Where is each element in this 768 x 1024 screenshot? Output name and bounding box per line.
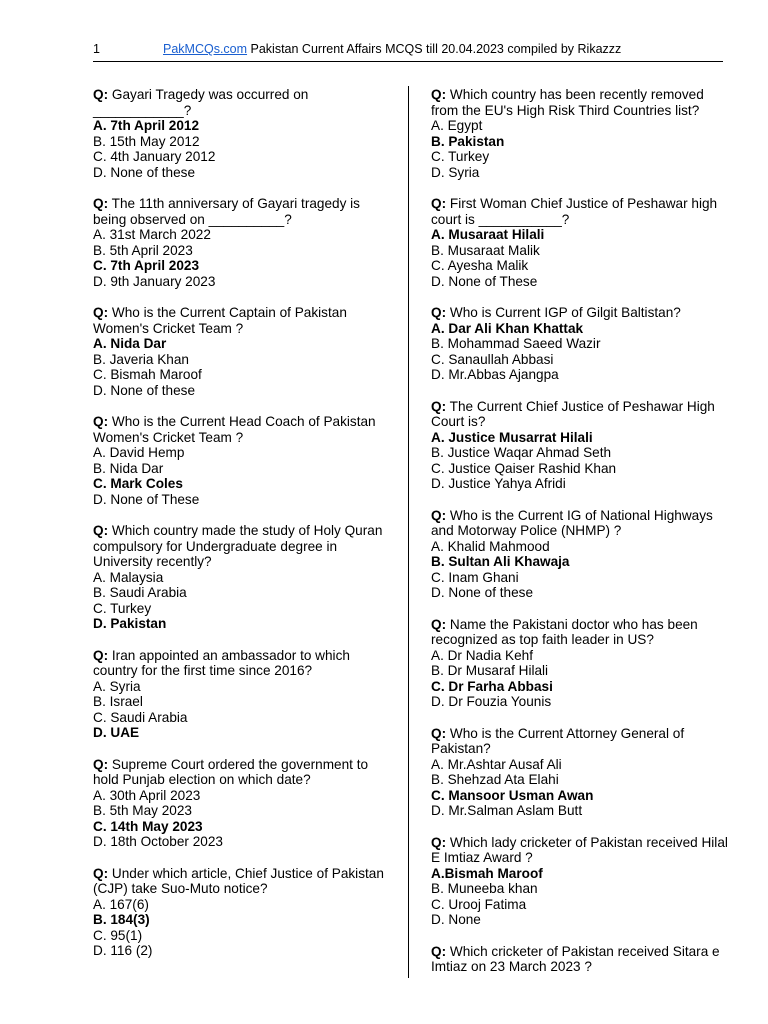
option: A. 31st March 2022 xyxy=(93,227,211,242)
correct-option: C. 14th May 2023 xyxy=(93,818,203,834)
question-block xyxy=(93,305,393,398)
question-block xyxy=(431,399,731,492)
option: B. Muneeba khan xyxy=(431,881,538,896)
question-body: Who is the Current IG of National Highways and Motorway Police (NHMP) ? xyxy=(431,507,713,538)
question-label: Q: xyxy=(431,834,447,850)
question-text xyxy=(93,523,393,570)
option: D. None xyxy=(431,912,481,927)
question-label: Q: xyxy=(93,865,109,881)
correct-option: A. 7th April 2012 xyxy=(93,118,200,133)
page-number: 1 xyxy=(93,42,100,56)
option: B. Justice Waqar Ahmad Seth xyxy=(431,445,612,460)
question-block xyxy=(431,196,731,289)
correct-option: A. Musaraat Hilali xyxy=(431,227,545,242)
question-text xyxy=(431,87,731,118)
option: D. Syria xyxy=(431,164,480,180)
question-block xyxy=(431,87,731,180)
question-text xyxy=(431,944,731,975)
question-body: Who is the Current Attorney General of Pakistan? xyxy=(431,725,685,756)
option: D. Dr Fouzia Younis xyxy=(431,694,552,709)
question-block xyxy=(431,617,731,710)
question-body: Under which article, Chief Justice of Pakistan (CJP) take Suo-Muto notice? xyxy=(93,865,384,896)
question-text xyxy=(93,866,393,897)
option: B. Musaraat Malik xyxy=(431,242,540,258)
question-body: Which cricketer of Pakistan received Sitara e Imtiaz on 23 March 2023 ? xyxy=(431,943,720,974)
option: A. 167(6) xyxy=(93,896,149,912)
site-link[interactable]: PakMCQs.com xyxy=(163,42,248,56)
option: B. Mohammad Saeed Wazir xyxy=(431,336,601,351)
question-text xyxy=(431,835,731,866)
option: D. 116 (2) xyxy=(93,943,153,958)
correct-option: B. Sultan Ali Khawaja xyxy=(431,554,570,569)
option: B. Nida Dar xyxy=(93,460,164,476)
correct-option: B. Pakistan xyxy=(431,133,505,149)
option: D. 18th October 2023 xyxy=(93,834,223,849)
option: D. None of these xyxy=(93,382,196,398)
header-title xyxy=(163,42,621,56)
question-text xyxy=(431,726,731,757)
option: D. Mr.Abbas Ajangpa xyxy=(431,367,559,382)
question-label: Q: xyxy=(93,196,109,211)
question-text xyxy=(93,87,393,118)
option: D. Mr.Salman Aslam Butt xyxy=(431,803,583,818)
question-label: Q: xyxy=(93,87,109,102)
question-text xyxy=(93,196,393,227)
option: B. Israel xyxy=(93,694,143,709)
question-label: Q: xyxy=(431,87,447,102)
column-divider xyxy=(408,86,409,978)
option: C. Saudi Arabia xyxy=(93,709,188,725)
option: D. None of these xyxy=(431,585,534,600)
question-label: Q: xyxy=(93,647,109,663)
question-body: First Woman Chief Justice of Peshawar high court is ___________? xyxy=(431,196,718,227)
question-body: Which lady cricketer of Pakistan received Hilal E Imtiaz Award ? xyxy=(431,834,728,865)
question-text xyxy=(431,196,731,227)
question-body: Iran appointed an ambassador to which country for the first time since 2016? xyxy=(93,647,350,678)
option: D. Justice Yahya Afridi xyxy=(431,476,566,491)
correct-option: C. Mark Coles xyxy=(93,476,183,491)
option: D. 9th January 2023 xyxy=(93,273,216,289)
question-label: Q: xyxy=(431,507,447,523)
question-body: Supreme Court ordered the government to hold Punjab election on which date? xyxy=(93,756,369,787)
question-text xyxy=(431,305,731,321)
correct-option: A. Nida Dar xyxy=(93,336,167,351)
option: A. Syria xyxy=(93,678,141,694)
option: C. Sanaullah Abbasi xyxy=(431,351,554,367)
option: A. Mr.Ashtar Ausaf Ali xyxy=(431,756,562,772)
question-block xyxy=(93,523,393,632)
option: B. Javeria Khan xyxy=(93,351,189,367)
question-block xyxy=(93,648,393,741)
question-block xyxy=(93,757,393,850)
question-text xyxy=(431,399,731,430)
option: A. David Hemp xyxy=(93,445,185,460)
question-body: The 11th anniversary of Gayari tragedy is being observed on __________? xyxy=(93,196,360,227)
option: D. None of These xyxy=(93,491,200,507)
option: C. Inam Ghani xyxy=(431,569,519,585)
question-block xyxy=(431,305,731,383)
question-body: The Current Chief Justice of Peshawar High Court is? xyxy=(431,398,715,429)
correct-option: A.Bismah Maroof xyxy=(431,865,543,881)
question-text xyxy=(431,508,731,539)
correct-option: A. Justice Musarrat Hilali xyxy=(431,429,593,445)
option: D. None of These xyxy=(431,273,538,289)
option: D. None of these xyxy=(93,164,196,180)
option: B. 5th May 2023 xyxy=(93,803,192,818)
question-label: Q: xyxy=(431,398,447,414)
question-label: Q: xyxy=(431,305,447,320)
question-block xyxy=(93,87,393,180)
question-block xyxy=(93,414,393,507)
option: A. 30th April 2023 xyxy=(93,787,201,803)
question-body: Who is the Current Captain of Pakistan Women's Cricket Team ? xyxy=(93,305,347,336)
question-label: Q: xyxy=(431,196,447,211)
question-body: Name the Pakistani doctor who has been recognized as top faith leader in US? xyxy=(431,616,698,647)
question-label: Q: xyxy=(93,305,109,320)
correct-option: D. Pakistan xyxy=(93,616,167,631)
question-label: Q: xyxy=(431,616,447,632)
option: B. Shehzad Ata Elahi xyxy=(431,772,559,787)
option: C. Turkey xyxy=(93,600,152,616)
right-column xyxy=(431,87,731,991)
correct-option: C. Mansoor Usman Awan xyxy=(431,787,594,803)
option: B. 5th April 2023 xyxy=(93,242,193,258)
option: B. Saudi Arabia xyxy=(93,585,187,600)
question-block xyxy=(93,196,393,289)
option: C. Ayesha Malik xyxy=(431,258,529,273)
option: C. Bismah Maroof xyxy=(93,367,202,382)
option: C. Justice Qaiser Rashid Khan xyxy=(431,460,617,476)
left-column xyxy=(93,87,393,975)
question-label: Q: xyxy=(93,523,109,538)
correct-option: B. 184(3) xyxy=(93,912,150,927)
question-block xyxy=(431,508,731,601)
question-body: Who is Current IGP of Gilgit Baltistan? xyxy=(449,305,681,320)
question-label: Q: xyxy=(93,414,109,429)
header-divider xyxy=(93,61,723,62)
correct-option: D. UAE xyxy=(93,725,140,740)
option: B. 15th May 2012 xyxy=(93,133,200,149)
header-title-text: Pakistan Current Affairs MCQS till 20.04.2023 compiled by Rikazzz xyxy=(247,42,622,56)
correct-option: A. Dar Ali Khan Khattak xyxy=(431,320,584,336)
option: A. Khalid Mahmood xyxy=(431,538,550,554)
question-body: Gayari Tragedy was occurred on ____________? xyxy=(93,87,309,118)
correct-option: C. Dr Farha Abbasi xyxy=(431,678,553,694)
option: C. Urooj Fatima xyxy=(431,896,527,912)
question-block xyxy=(431,944,731,975)
option: C. 4th January 2012 xyxy=(93,149,216,164)
question-label: Q: xyxy=(431,943,447,959)
question-body: Which country has been recently removed from the EU's High Risk Third Countries list? xyxy=(431,87,704,118)
option: B. Dr Musaraf Hilali xyxy=(431,663,549,678)
question-text xyxy=(93,648,393,679)
question-text xyxy=(93,414,393,445)
question-text xyxy=(431,617,731,648)
correct-option: C. 7th April 2023 xyxy=(93,258,200,273)
question-text xyxy=(93,757,393,788)
option: A. Egypt xyxy=(431,118,483,133)
question-text xyxy=(93,305,393,336)
option: A. Dr Nadia Kehf xyxy=(431,647,533,663)
question-block xyxy=(431,835,731,928)
option: C. Turkey xyxy=(431,149,490,164)
question-label: Q: xyxy=(93,756,109,772)
question-body: Which country made the study of Holy Quran compulsory for Undergraduate degree in University recently? xyxy=(93,523,383,569)
question-body: Who is the Current Head Coach of Pakistan Women's Cricket Team ? xyxy=(93,414,376,445)
option: C. 95(1) xyxy=(93,927,143,943)
question-block xyxy=(93,866,393,959)
question-label: Q: xyxy=(431,725,447,741)
option: A. Malaysia xyxy=(93,569,164,585)
question-block xyxy=(431,726,731,819)
